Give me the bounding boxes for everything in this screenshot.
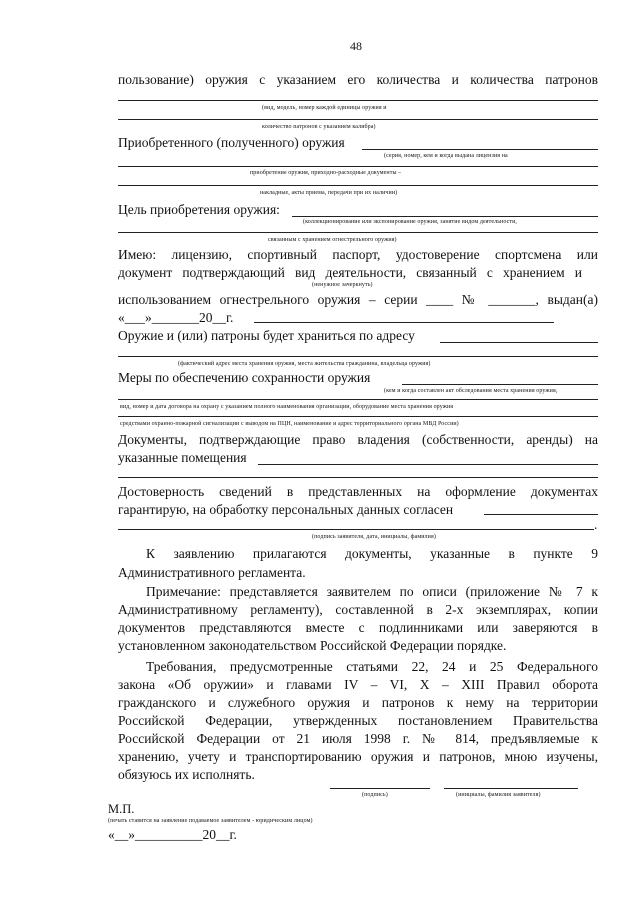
fill-line <box>118 185 598 186</box>
fill-line <box>258 464 598 465</box>
fill-line <box>118 119 598 120</box>
fill-line <box>402 384 598 385</box>
fill-line <box>118 166 598 167</box>
fill-line <box>254 322 554 323</box>
line-weapon-usage: пользование) оружия с указанием его количества и количества патронов <box>118 72 598 87</box>
paragraph-note-cont: установленном законодательством Российской Федерации порядке. <box>118 638 507 653</box>
caption: (коллекционирование или экспонирование оружия, занятие видом деятельности, <box>303 219 517 225</box>
signature-line <box>330 788 430 789</box>
fill-line <box>118 416 598 417</box>
paragraph-requirements-cont: обязуюсь их исполнять. <box>118 767 255 782</box>
line-date: «___»_______20__г. <box>118 310 234 325</box>
fill-line <box>440 342 598 343</box>
line-premises: указанные помещения <box>118 450 247 465</box>
paragraph-attachments-cont: Административного регламента. <box>118 565 306 580</box>
fill-line <box>118 477 598 478</box>
paragraph-requirements-cont: закона «Об оружии» и главами IV – VI, X – XIII Правил оборота <box>118 677 598 692</box>
line-acquired-weapon: Приобретенного (полученного) оружия <box>118 135 345 150</box>
line-document: документ подтверждающий вид деятельности, связанный с хранением и <box>118 265 582 280</box>
bottom-date: «__»__________20__г. <box>108 827 237 842</box>
caption: (подпись заявителя, дата, инициалы, фамилия) <box>312 534 436 540</box>
paragraph-requirements-cont: Российской Федерации от 21 июля 1998 г. № 814, предъявляемые к <box>118 731 598 746</box>
name-caption: (инициалы, фамилия заявителя) <box>456 792 541 798</box>
fill-line <box>118 232 598 233</box>
fill-line <box>484 514 598 515</box>
line-safety-measures: Меры по обеспечению сохранности оружия <box>118 370 371 385</box>
paragraph-note: Примечание: представляется заявителем по описи (приложение № 7 к <box>146 584 598 599</box>
fill-line <box>118 529 594 530</box>
line-personal-data: гарантирую, на обработку персональных данных согласен <box>118 502 454 517</box>
caption: (кем и когда составлен акт обследования места хранения оружия, <box>384 388 558 394</box>
caption: вид, номер и дата договора на охрану с указанием полного наименования организации, оборудование места хранения оружия <box>120 404 454 410</box>
fill-line <box>362 149 598 150</box>
paragraph-requirements-cont: хранению, учету и транспортированию оружия и патронов, мною изучены, <box>118 749 598 764</box>
caption: количество патронов с указанием калибра) <box>262 124 376 130</box>
paragraph-requirements-cont: гражданского и служебного оружия и патронов к нему на территории <box>118 695 598 710</box>
line-series-number: использованием огнестрельного оружия – серии ____ № _______, выдан(а) <box>118 292 598 307</box>
page-number: 48 <box>350 39 362 53</box>
caption: (ненужное зачеркнуть) <box>312 282 373 288</box>
caption: накладные, акты приема, передачи при их наличии) <box>260 190 398 196</box>
caption: (серия, номер, кем и когда выдана лицензия на <box>384 153 508 159</box>
fill-line <box>118 100 598 101</box>
stamp-place: М.П. <box>108 802 135 816</box>
name-line <box>444 788 578 789</box>
caption: (фактический адрес места хранения оружия, места жительства гражданина, владельца оружия) <box>178 361 431 367</box>
line-accuracy: Достоверность сведений в представленных на оформление документах <box>118 484 598 499</box>
paragraph-requirements: Требования, предусмотренные статьями 22, 24 и 25 Федерального <box>146 659 598 674</box>
paragraph-requirements-cont: Российской Федерации, утвержденных постановлением Правительства <box>118 713 598 728</box>
fill-line <box>118 399 598 400</box>
period: . <box>594 517 598 532</box>
caption: приобретение оружия, приходно-расходные документы – <box>250 170 402 176</box>
caption: связанным с хранением огнестрельного оружия) <box>268 237 397 243</box>
caption: (вид, модель, номер каждой единицы оружия и <box>262 105 387 111</box>
stamp-caption: (печать ставится на заявление подаваемое заявителем - юридическим лицом) <box>108 818 313 824</box>
line-storage-address: Оружие и (или) патроны будет храниться по адресу <box>118 328 415 343</box>
line-acquisition-purpose: Цель приобретения оружия: <box>118 202 280 217</box>
line-ownership-docs: Документы, подтверждающие право владения (собственности, аренды) на <box>118 432 598 447</box>
paragraph-note-cont: Административному регламенту), составленной в 2-х экземплярах, копии <box>118 602 598 617</box>
paragraph-note-cont: документов представляются вместе с подлинниками или заверяются в <box>118 620 598 635</box>
signature-caption: (подпись) <box>362 792 388 798</box>
caption: средствами охранно-пожарной сигнализации с выводом на ПЦН, наименование и адрес территориального органа МВД России) <box>120 421 459 427</box>
line-have-license: Имею: лицензию, спортивный паспорт, удостоверение спортсмена или <box>118 247 598 262</box>
paragraph-attachments: К заявлению прилагаются документы, указанные в пункте 9 <box>146 546 598 561</box>
fill-line <box>292 216 598 217</box>
fill-line <box>118 356 598 357</box>
